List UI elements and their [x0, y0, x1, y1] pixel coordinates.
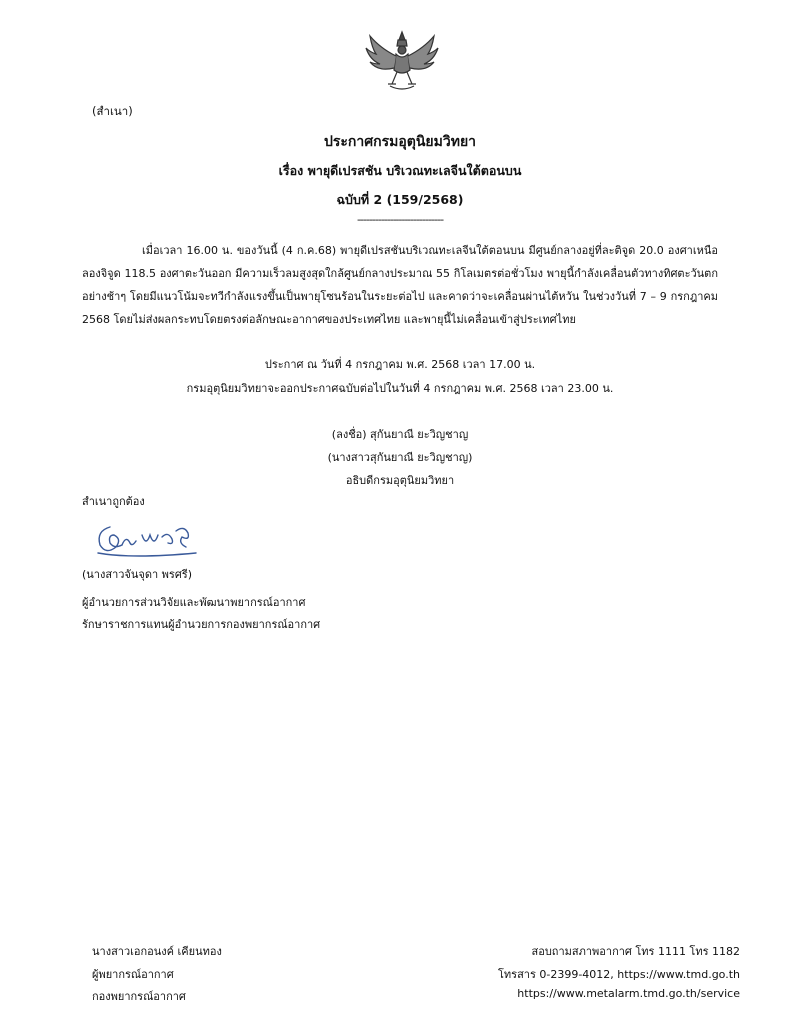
- director-name: (นางสาวสุกันยาณี ยะวิญชาญ): [327, 451, 473, 464]
- footer-forecaster-title: ผู้พยากรณ์อากาศ: [92, 968, 174, 981]
- handwritten-signature: [92, 513, 202, 561]
- body-paragraph: เมื่อเวลา 16.00 น. ของวันนี้ (4 ก.ค.68) พายุดีเปรสชันบริเวณทะเลจีนใต้ตอนบน มีศูนย์กลางอยู่ที่ละติจูด 20.0 องศาเหนือ ลองจิจูด 118.5 องศาตะวันออก มีความเร็วลมสูงสุดใกล้ศูนย์กลางประมาณ 55 กิโลเมตรต่อชั่วโมง พายุนี้กำลังเคลื่อนตัวทางทิศตะวันตกอย่างช้าๆ โดยมีแนวโน้มจะทวีกำลังแรงขึ้นเป็นพายุโซนร้อนในระยะต่อไป และคาดว่าจะเคลื่อนผ่านไต้หวัน ในช่วงวันที่ 7 – 9 กรกฎาคม 2568 โดยไม่ส่งผลกระทบโดยตรงต่อลักษณะอากาศของประเทศไทย และพายุนี้ไม่เคลื่อนเข้าสู่ประเทศไทย: [82, 244, 718, 326]
- announcement-date: ประกาศ ณ วันที่ 4 กรกฎาคม พ.ศ. 2568 เวลา 17.00 น.: [264, 358, 536, 371]
- certifier-name: (นางสาวจันจุดา พรศรี): [82, 568, 192, 581]
- copy-mark: (สำเนา): [92, 104, 133, 118]
- footer-service-link[interactable]: https://www.metalarm.tmd.go.th/service: [517, 987, 740, 1000]
- next-issue-note: กรมอุตุนิยมวิทยาจะออกประกาศฉบับต่อไปในวันที่ 4 กรกฎาคม พ.ศ. 2568 เวลา 23.00 น.: [186, 382, 614, 395]
- certifier-position: ผู้อำนวยการส่วนวิจัยและพัฒนาพยากรณ์อากาศ: [82, 596, 306, 609]
- garuda-emblem-icon: [362, 30, 442, 92]
- certified-label: สำเนาถูกต้อง: [82, 495, 145, 508]
- certifier-acting-position: รักษาราชการแทนผู้อำนวยการกองพยากรณ์อากาศ: [82, 618, 321, 631]
- footer-phone: สอบถามสภาพอากาศ โทร 1111 โทร 1182: [531, 945, 740, 958]
- divider-rule: -----------------------------: [356, 213, 444, 226]
- issue-number: ฉบับที่ 2 (159/2568): [336, 192, 464, 207]
- director-position: อธิบดีกรมอุตุนิยมวิทยา: [345, 474, 455, 487]
- footer-forecaster-name: นางสาวเอกอนงค์ เคียนทอง: [92, 945, 222, 958]
- footer-fax-website: โทรสาร 0-2399-4012, https://www.tmd.go.th: [498, 968, 740, 981]
- signed-line: (ลงชื่อ) สุกันยาณี ยะวิญชาญ: [331, 428, 469, 441]
- footer-division: กองพยากรณ์อากาศ: [92, 990, 186, 1003]
- announcement-subject: เรื่อง พายุดีเปรสชัน บริเวณทะเลจีนใต้ตอนบน: [278, 163, 522, 178]
- page-title: ประกาศกรมอุตุนิยมวิทยา: [323, 134, 477, 150]
